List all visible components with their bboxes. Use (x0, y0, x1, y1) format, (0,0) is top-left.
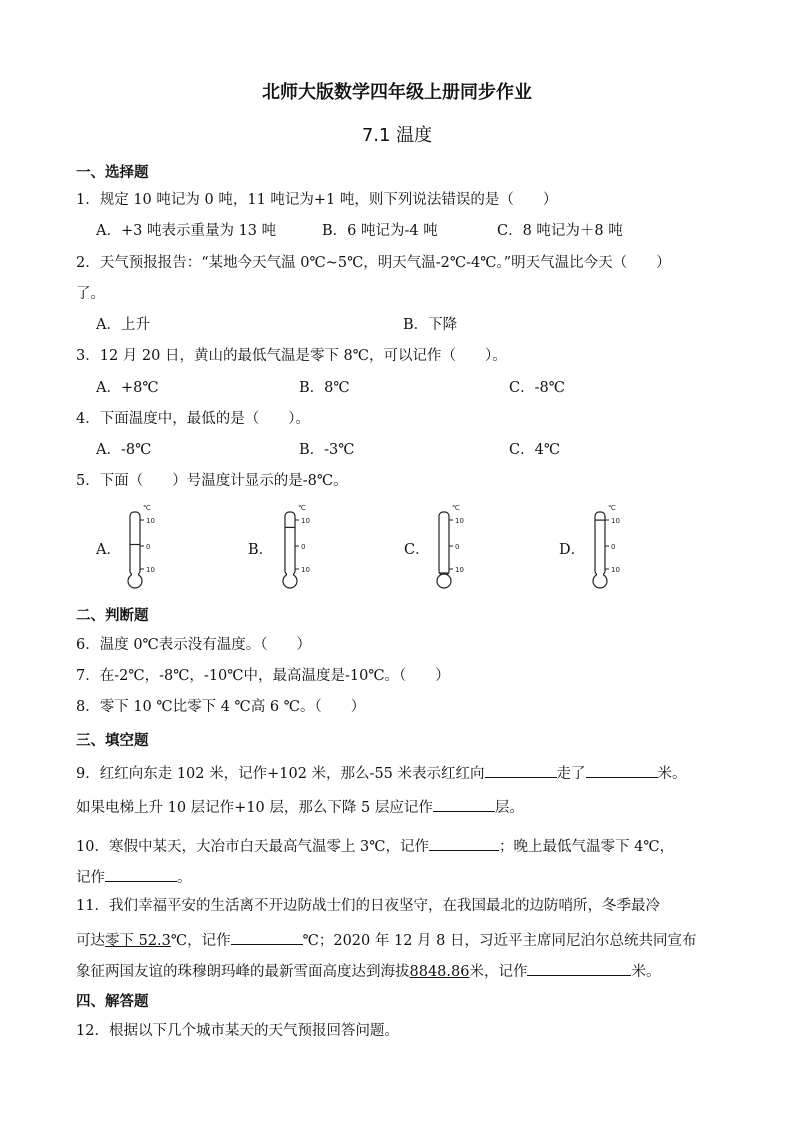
answer-blank-low-temp[interactable] (105, 865, 177, 882)
thermometer-unit-label: ℃ (143, 504, 151, 512)
question-4-option-a: A．-8℃ (96, 442, 152, 458)
question-3-option-a: A．+8℃ (96, 380, 159, 396)
question-9-text-5: 层。 (494, 800, 524, 816)
question-9-line-2 (76, 795, 524, 818)
thermometer-tick-label: 10 (301, 566, 310, 574)
thermometer-tick-label: 10 (455, 566, 464, 574)
section-heading-fill: 三、填空题 (76, 733, 149, 749)
question-3-option-c: C．-8℃ (509, 380, 565, 396)
question-10-text-4: 。 (177, 870, 192, 886)
question-10-text-2: ；晚上最低气温零下 4℃， (499, 839, 675, 855)
question-9-text-3: 米。 (657, 766, 687, 782)
thermometer-unit-label: ℃ (608, 504, 616, 512)
question-10-line-2 (76, 865, 192, 888)
thermometer-tick-label: 10 (301, 517, 310, 525)
question-1-option-c: C．8 吨记为＋8 吨 (497, 223, 623, 239)
thermometer-tick-label: 10 (611, 566, 620, 574)
thermometer-a (125, 503, 165, 591)
answer-blank-direction[interactable] (485, 761, 557, 778)
answer-blank-distance[interactable] (586, 761, 658, 778)
answer-blank-everest-height[interactable] (527, 959, 631, 976)
thermometer-unit-label: ℃ (452, 504, 460, 512)
question-9-line-1 (76, 761, 687, 784)
question-11-text-b: 零下 52.3 (105, 933, 171, 949)
question-11-line-2 (76, 928, 696, 951)
question-7-stem: 7．在-2℃，-8℃，-10℃中，最高温度是-10℃。（ ） (76, 668, 450, 684)
page-title: 北师大版数学四年级上册同步作业 (262, 82, 532, 103)
page-subtitle: 7.1 温度 (361, 125, 433, 146)
thermometer-liquid (597, 520, 603, 577)
thermometer-tick-label: 10 (611, 517, 620, 525)
thermometer-liquid (132, 545, 138, 578)
question-10-text-3: 记作 (76, 870, 105, 886)
question-2-option-a: A．上升 (96, 317, 150, 333)
thermometer-tick-label: 0 (455, 543, 460, 551)
thermometer-d (590, 503, 630, 591)
thermometer-tick-label: 0 (146, 543, 151, 551)
question-11-text-h: 米。 (631, 964, 661, 980)
question-4-stem: 4．下面温度中，最低的是（ ）。 (76, 411, 310, 427)
answer-blank-cold-record[interactable] (231, 928, 303, 945)
question-11-text-a: 可达 (76, 933, 105, 949)
question-9-text-4: 如果电梯上升 10 层记作+10 层，那么下降 5 层应记作 (76, 800, 433, 816)
question-12-stem: 12．根据以下几个城市某天的天气预报回答问题。 (76, 1023, 399, 1039)
question-11-text-c: ℃，记作 (170, 933, 231, 949)
thermometer-tube (439, 512, 449, 575)
question-3-stem: 3．12 月 20 日，黄山的最低气温是零下 8℃，可以记作（ ）。 (76, 348, 507, 364)
thermometer-liquid (287, 527, 293, 577)
question-4-option-c: C．4℃ (509, 442, 561, 458)
question-2-stem-cont: 了。 (76, 286, 105, 302)
question-4-option-b: B．-3℃ (299, 442, 355, 458)
section-heading-choice: 一、选择题 (76, 165, 149, 181)
question-10-line-1 (76, 834, 674, 857)
question-11-line-3 (76, 959, 660, 982)
question-6-stem: 6．温度 0℃表示没有温度。（ ） (76, 637, 312, 653)
thermometer-tick-label: 10 (146, 566, 155, 574)
thermometer-unit-label: ℃ (298, 504, 306, 512)
thermometer-tick-label: 10 (455, 517, 464, 525)
question-11-text-g: 米，记作 (469, 964, 528, 980)
question-8-stem: 8．零下 10 ℃比零下 4 ℃高 6 ℃。（ ） (76, 699, 366, 715)
question-11-text-f: 8848.86 (409, 964, 470, 980)
question-9-text-2: 走了 (556, 766, 586, 782)
thermometer-b (280, 503, 320, 591)
question-9-text-1: 9．红红向东走 102 米，记作+102 米，那么-55 米表示红红向 (76, 766, 485, 782)
question-2-option-b: B．下降 (403, 317, 458, 333)
question-1-stem: 1．规定 10 吨记为 0 吨，11 吨记为+1 吨，则下列说法错误的是（ ） (76, 192, 558, 208)
thermometer-tick-label: 0 (611, 543, 616, 551)
thermometer-c (434, 503, 474, 591)
question-11-text-d: ℃；2020 年 12 月 8 日，习近平主席同尼泊尔总统共同宣布 (302, 933, 697, 949)
section-heading-judge: 二、判断题 (76, 608, 149, 624)
question-3-option-b: B．8℃ (299, 380, 350, 396)
question-2-stem: 2．天气预报报告：“某地今天气温 0℃~5℃，明天气温-2℃-4℃。”明天气温比今天（ ） (76, 255, 671, 271)
question-5-option-c-label: C． (404, 542, 430, 558)
question-5-stem: 5．下面（ ）号温度计显示的是-8℃。 (76, 473, 348, 489)
answer-blank-high-temp[interactable] (429, 834, 499, 851)
question-11-text-e: 象征两国友谊的珠穆朗玛峰的最新雪面高度达到海拔 (76, 964, 410, 980)
section-heading-answer: 四、解答题 (76, 994, 149, 1010)
thermometer-tick-label: 0 (301, 543, 306, 551)
question-5-option-a-label: A． (96, 542, 121, 558)
thermometer-bulb (437, 574, 451, 588)
answer-blank-floors[interactable] (433, 795, 495, 812)
question-1-option-b: B．6 吨记为-4 吨 (322, 223, 438, 239)
question-11-line-1: 11．我们幸福平安的生活离不开边防战士们的日夜坚守，在我国最北的边防哨所，冬季最冷 (76, 898, 660, 914)
thermometer-tick-label: 10 (146, 517, 155, 525)
question-5-option-d-label: D． (559, 542, 586, 558)
question-5-option-b-label: B． (248, 542, 274, 558)
question-1-option-a: A．+3 吨表示重量为 13 吨 (96, 223, 277, 239)
question-10-text-1: 10．寒假中某天，大冶市白天最高气温零上 3℃，记作 (76, 839, 430, 855)
